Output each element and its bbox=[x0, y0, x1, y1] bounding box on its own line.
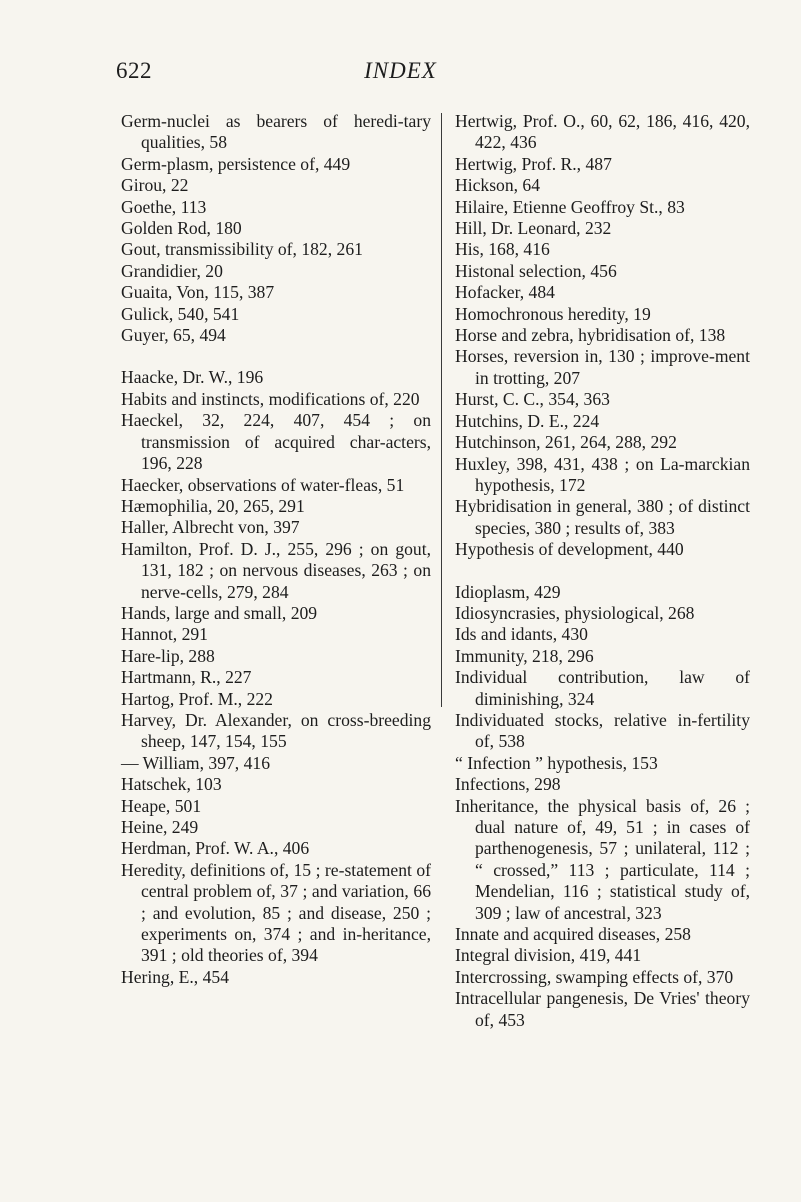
index-entry: Haecker, observations of water-fleas, 51 bbox=[121, 474, 405, 495]
index-entry: Hutchinson, 261, 264, 288, 292 bbox=[455, 432, 677, 453]
running-title: INDEX bbox=[364, 58, 437, 83]
index-entry: Ids and idants, 430 bbox=[455, 624, 588, 645]
index-entry: Intercrossing, swamping effects of, 370 bbox=[455, 966, 734, 987]
index-entry: Hartmann, R., 227 bbox=[121, 667, 252, 688]
index-entry: Immunity, 218, 296 bbox=[455, 645, 594, 666]
index-entry: Germ-nuclei as bearers of heredi-tary qualities, 58 bbox=[121, 111, 431, 153]
index-entry: Hannot, 291 bbox=[121, 624, 208, 645]
index-entry: Hertwig, Prof. O., 60, 62, 186, 416, 420, 422, 436 bbox=[455, 111, 750, 153]
index-entry: Haller, Albrecht von, 397 bbox=[121, 517, 300, 538]
index-entry: Huxley, 398, 431, 438 ; on La-marckian hypothesis, 172 bbox=[455, 453, 750, 495]
index-entry: Individual contribution, law of diminishing, 324 bbox=[455, 667, 750, 709]
index-entry: Germ-plasm, persistence of, 449 bbox=[121, 153, 351, 174]
index-entry: Hilaire, Etienne Geoffroy St., 83 bbox=[455, 196, 685, 217]
index-entry: Hatschek, 103 bbox=[121, 774, 222, 795]
index-entry: Intracellular pangenesis, De Vries' theory of, 453 bbox=[455, 988, 750, 1030]
index-entry: Idiosyncrasies, physiological, 268 bbox=[455, 602, 695, 623]
index-entry: Hamilton, Prof. D. J., 255, 296 ; on gout, 131, 182 ; on nervous diseases, 263 ; on nerve-cells, 279, 284 bbox=[121, 538, 431, 602]
index-entry: Hæmophilia, 20, 265, 291 bbox=[121, 495, 305, 516]
index-entry: Idioplasm, 429 bbox=[455, 581, 561, 602]
index-entry: Horses, reversion in, 130 ; improve-ment in trotting, 207 bbox=[455, 346, 750, 388]
index-entry: Hutchins, D. E., 224 bbox=[455, 410, 600, 431]
index-entry: Hill, Dr. Leonard, 232 bbox=[455, 218, 612, 239]
index-entry: Heredity, definitions of, 15 ; re-statement of central problem of, 37 ; and variation, 66 ; and evolution, 85 ; and disease, 250 ; experiments on, 374 ; and in-heritance, 391 ; old theories of, 394 bbox=[121, 859, 431, 966]
index-entry: Haeckel, 32, 224, 407, 454 ; on transmission of acquired char-acters, 196, 228 bbox=[121, 410, 431, 474]
index-entry: Hare-lip, 288 bbox=[121, 645, 215, 666]
index-entry: Horse and zebra, hybridisation of, 138 bbox=[455, 325, 726, 346]
index-entry: Hertwig, Prof. R., 487 bbox=[455, 153, 612, 174]
index-entry: Gout, transmissibility of, 182, 261 bbox=[121, 239, 363, 260]
index-entry: Grandidier, 20 bbox=[121, 260, 223, 281]
index-column-left bbox=[121, 111, 431, 988]
index-entry: “ Infection ” hypothesis, 153 bbox=[455, 752, 658, 773]
index-entry: Hybridisation in general, 380 ; of distinct species, 380 ; results of, 383 bbox=[455, 496, 750, 538]
index-entry: — William, 397, 416 bbox=[121, 752, 270, 773]
index-entry: Integral division, 419, 441 bbox=[455, 945, 642, 966]
index-entry: Golden Rod, 180 bbox=[121, 218, 242, 239]
column-divider bbox=[441, 113, 442, 707]
index-entry: His, 168, 416 bbox=[455, 239, 550, 260]
index-entry: Inheritance, the physical basis of, 26 ; dual nature of, 49, 51 ; in cases of parthenogenesis, 57 ; unilateral, 112 ; “ crossed,” 113 ; particulate, 114 ; Mendelian, 116 ; statistical study of, 309 ; law of ancestral, 323 bbox=[455, 795, 750, 923]
index-entry: Individuated stocks, relative in-fertility of, 538 bbox=[455, 709, 750, 752]
section-gap bbox=[455, 561, 750, 582]
index-entry: Hofacker, 484 bbox=[455, 282, 555, 303]
page-header bbox=[0, 58, 801, 92]
page-number: 622 bbox=[116, 58, 152, 83]
index-entry: Guaita, Von, 115, 387 bbox=[121, 282, 275, 303]
index-entry: Haacke, Dr. W., 196 bbox=[121, 367, 264, 388]
index-entry: Hickson, 64 bbox=[455, 175, 541, 196]
index-entry: Hands, large and small, 209 bbox=[121, 602, 318, 623]
index-entry: Habits and instincts, modifications of, 220 bbox=[121, 388, 420, 409]
index-entry: Hartog, Prof. M., 222 bbox=[121, 688, 273, 709]
index-entry: Heape, 501 bbox=[121, 795, 202, 816]
index-entry: Innate and acquired diseases, 258 bbox=[455, 924, 691, 945]
index-entry: Guyer, 65, 494 bbox=[121, 325, 226, 346]
index-entry: Homochronous heredity, 19 bbox=[455, 303, 651, 324]
section-gap bbox=[121, 346, 431, 367]
index-entry: Infections, 298 bbox=[455, 774, 561, 795]
index-entry: Hering, E., 454 bbox=[121, 966, 229, 987]
index-entry: Girou, 22 bbox=[121, 175, 189, 196]
index-entry: Hypothesis of development, 440 bbox=[455, 539, 684, 560]
index-entry: Hurst, C. C., 354, 363 bbox=[455, 389, 610, 410]
index-entry: Harvey, Dr. Alexander, on cross-breeding sheep, 147, 154, 155 bbox=[121, 709, 431, 752]
index-entry: Gulick, 540, 541 bbox=[121, 303, 240, 324]
index-entry: Herdman, Prof. W. A., 406 bbox=[121, 838, 310, 859]
index-entry: Histonal selection, 456 bbox=[455, 260, 617, 281]
index-entry: Heine, 249 bbox=[121, 817, 199, 837]
index-entry: Goethe, 113 bbox=[121, 196, 207, 217]
index-column-right bbox=[455, 111, 750, 1031]
